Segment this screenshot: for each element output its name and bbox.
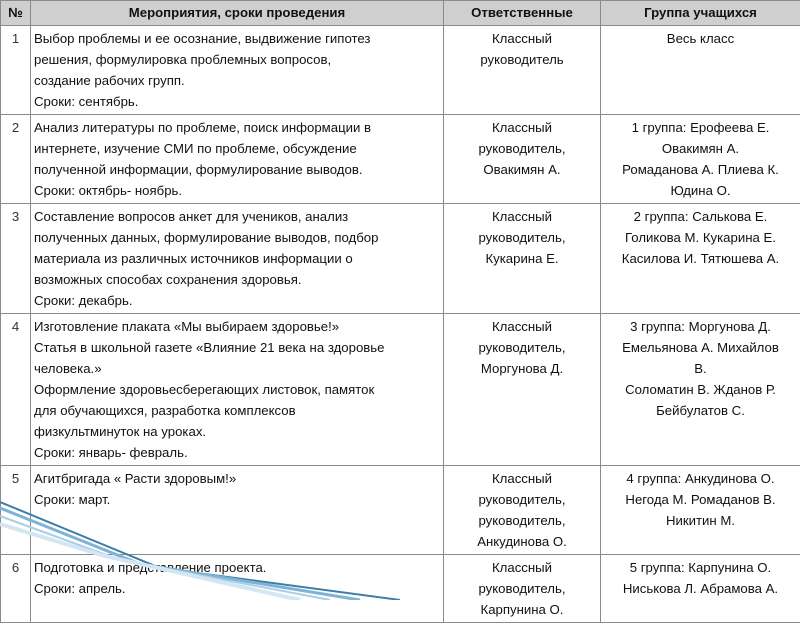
responsible-cell-line: Моргунова Д. [447,358,597,379]
activity-cell-line: Составление вопросов анкет для учеников, анализ [34,206,440,227]
group-cell-line: Бейбулатов С. [604,400,797,421]
activity-cell [31,204,444,314]
activity-cell-line: материала из различных источников информации о [34,248,440,269]
activity-cell [31,115,444,204]
responsible-cell-line: Классный [447,117,597,138]
row-number: 3 [1,204,31,314]
responsible-cell-line: руководитель, [447,227,597,248]
group-cell-line: 4 группа: Анкудинова О. [604,468,797,489]
responsible-cell-line: руководитель, [447,138,597,159]
responsible-cell [444,115,601,204]
responsible-cell-line: Классный [447,557,597,578]
activity-cell-line: Сроки: апрель. [34,578,440,599]
activity-cell-line: Анализ литературы по проблеме, поиск информации в [34,117,440,138]
table-row [1,115,800,204]
table-row [1,555,800,623]
activity-cell-line: Статья в школьной газете «Влияние 21 века на здоровье [34,337,440,358]
group-cell [601,115,800,204]
group-cell [601,204,800,314]
activity-cell [31,26,444,115]
responsible-cell-line: Овакимян А. [447,159,597,180]
group-cell-line: Никитин М. [604,510,797,531]
header-group: Группа учащихся [601,1,800,26]
activity-cell-line: Выбор проблемы и ее осознание, выдвижение гипотез [34,28,440,49]
table-row [1,466,800,555]
row-number: 5 [1,466,31,555]
activity-cell [31,555,444,623]
activity-cell-line: Подготовка и представление проекта. [34,557,440,578]
activity-cell-line: Сроки: сентябрь. [34,91,440,112]
table-row [1,204,800,314]
responsible-cell-line: Анкудинова О. [447,531,597,552]
group-cell-line: 5 группа: Карпунина О. [604,557,797,578]
responsible-cell-line: Классный [447,28,597,49]
table-header-row [1,1,800,26]
activity-cell [31,466,444,555]
responsible-cell-line: руководитель, [447,337,597,358]
group-cell-line: Ниськова Л. Абрамова А. [604,578,797,599]
activity-cell-line: возможных способах сохранения здоровья. [34,269,440,290]
group-cell [601,26,800,115]
activity-cell-line: Агитбригада « Расти здоровым!» [34,468,440,489]
responsible-cell-line: Карпунина О. [447,599,597,620]
activity-cell-line: Сроки: январь- февраль. [34,442,440,463]
group-cell-line: Емельянова А. Михайлов [604,337,797,358]
table-row [1,314,800,466]
responsible-cell [444,314,601,466]
responsible-cell-line: руководитель, [447,510,597,531]
responsible-cell [444,26,601,115]
group-cell-line: Голикова М. Кукарина Е. [604,227,797,248]
responsible-cell [444,555,601,623]
activity-cell-line: человека.» [34,358,440,379]
responsible-cell-line: Кукарина Е. [447,248,597,269]
group-cell-line: Негода М. Ромаданов В. [604,489,797,510]
activity-cell-line: создание рабочих групп. [34,70,440,91]
row-number: 2 [1,115,31,204]
group-cell-line: Овакимян А. [604,138,797,159]
group-cell [601,466,800,555]
header-num: № [1,1,31,26]
group-cell-line: Соломатин В. Жданов Р. [604,379,797,400]
header-responsible: Ответственные [444,1,601,26]
activity-cell-line: полученной информации, формулирование выводов. [34,159,440,180]
activity-cell-line: Сроки: март. [34,489,440,510]
activity-cell-line: физкультминуток на уроках. [34,421,440,442]
row-number: 6 [1,555,31,623]
group-cell [601,555,800,623]
group-cell-line: В. [604,358,797,379]
group-cell-line: Юдина О. [604,180,797,201]
activity-cell-line: Оформление здоровьесберегающих листовок, памяток [34,379,440,400]
responsible-cell [444,204,601,314]
group-cell-line: Ромаданова А. Плиева К. [604,159,797,180]
responsible-cell-line: Классный [447,206,597,227]
group-cell-line: Касилова И. Тятюшева А. [604,248,797,269]
group-cell-line: 2 группа: Салькова Е. [604,206,797,227]
table-row [1,26,800,115]
header-activities: Мероприятия, сроки проведения [31,1,444,26]
activity-cell-line: полученных данных, формулирование выводов, подбор [34,227,440,248]
activity-cell-line: Изготовление плаката «Мы выбираем здоровье!» [34,316,440,337]
group-cell-line: 3 группа: Моргунова Д. [604,316,797,337]
responsible-cell [444,466,601,555]
group-cell [601,314,800,466]
activity-cell [31,314,444,466]
responsible-cell-line: руководитель, [447,578,597,599]
responsible-cell-line: руководитель, [447,489,597,510]
activity-cell-line: Сроки: октябрь- ноябрь. [34,180,440,201]
group-cell-line: Весь класс [604,28,797,49]
row-number: 1 [1,26,31,115]
responsible-cell-line: Классный [447,316,597,337]
activity-cell-line: Сроки: декабрь. [34,290,440,311]
activity-cell-line: интернете, изучение СМИ по проблеме, обсуждение [34,138,440,159]
row-number: 4 [1,314,31,466]
group-cell-line: 1 группа: Ерофеева Е. [604,117,797,138]
responsible-cell-line: руководитель [447,49,597,70]
activity-cell-line: для обучающихся, разработка комплексов [34,400,440,421]
responsible-cell-line: Классный [447,468,597,489]
activity-cell-line: решения, формулировка проблемных вопросов, [34,49,440,70]
